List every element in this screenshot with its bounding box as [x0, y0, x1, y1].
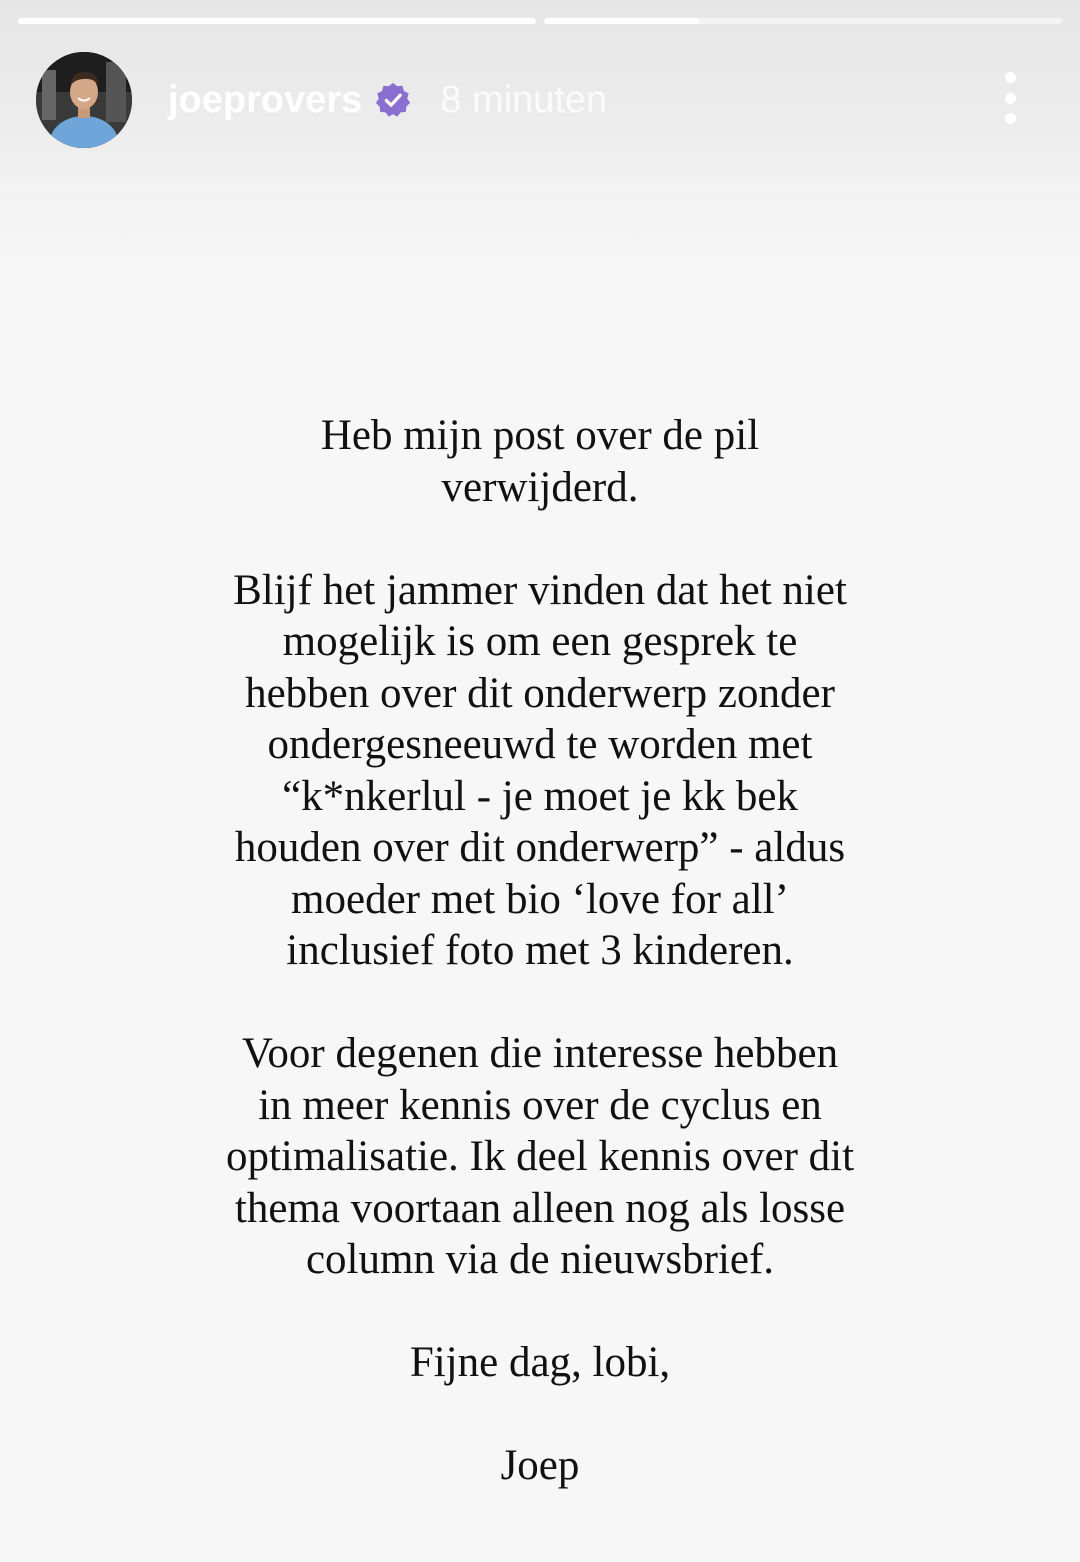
text-line: verwijderd. [441, 463, 639, 511]
text-line: Heb mijn post over de pil [320, 412, 760, 459]
paragraph-1 [150, 410, 930, 513]
text-line: hebben over dit onderwerp zonder [245, 669, 835, 717]
username[interactable]: joeprovers [168, 78, 363, 121]
avatar-image [36, 52, 132, 148]
text-line: inclusief foto met 3 kinderen. [286, 927, 794, 974]
text-line: optimalisatie. Ik deel kennis over dit [225, 1133, 855, 1180]
story-header [36, 50, 1040, 150]
text-line: ondergesneeuwd te worden met [267, 721, 813, 768]
text-line: Voor degenen die interesse hebben [241, 1030, 839, 1077]
text-line: moeder met bio ‘love for all’ [291, 875, 789, 923]
verified-badge-icon [374, 81, 412, 119]
story-progress-bar [18, 18, 1062, 24]
text-line: in meer kennis over de cyclus en [258, 1081, 822, 1129]
text-line: “k*nkerlul - je moet je kk bek [282, 772, 798, 820]
paragraph-2 [150, 565, 930, 977]
story-text [150, 410, 930, 1492]
progress-segment [18, 18, 536, 24]
progress-segment [544, 18, 1062, 24]
greeting: Fijne dag, lobi, [409, 1339, 671, 1386]
text-line: Blijf het jammer vinden dat het niet [233, 566, 847, 614]
avatar[interactable] [36, 52, 132, 148]
text-line: thema voortaan alleen nog als losse [234, 1184, 846, 1232]
text-line: mogelijk is om een gesprek te [282, 618, 798, 665]
paragraph-3 [150, 1028, 930, 1286]
text-line: houden over dit onderwerp” - aldus [234, 824, 846, 871]
more-vertical-icon[interactable] [998, 72, 1022, 124]
post-time: 8 minuten [440, 78, 608, 121]
signature: Joep [500, 1442, 580, 1489]
text-line: column via de nieuwsbrief. [305, 1236, 775, 1283]
